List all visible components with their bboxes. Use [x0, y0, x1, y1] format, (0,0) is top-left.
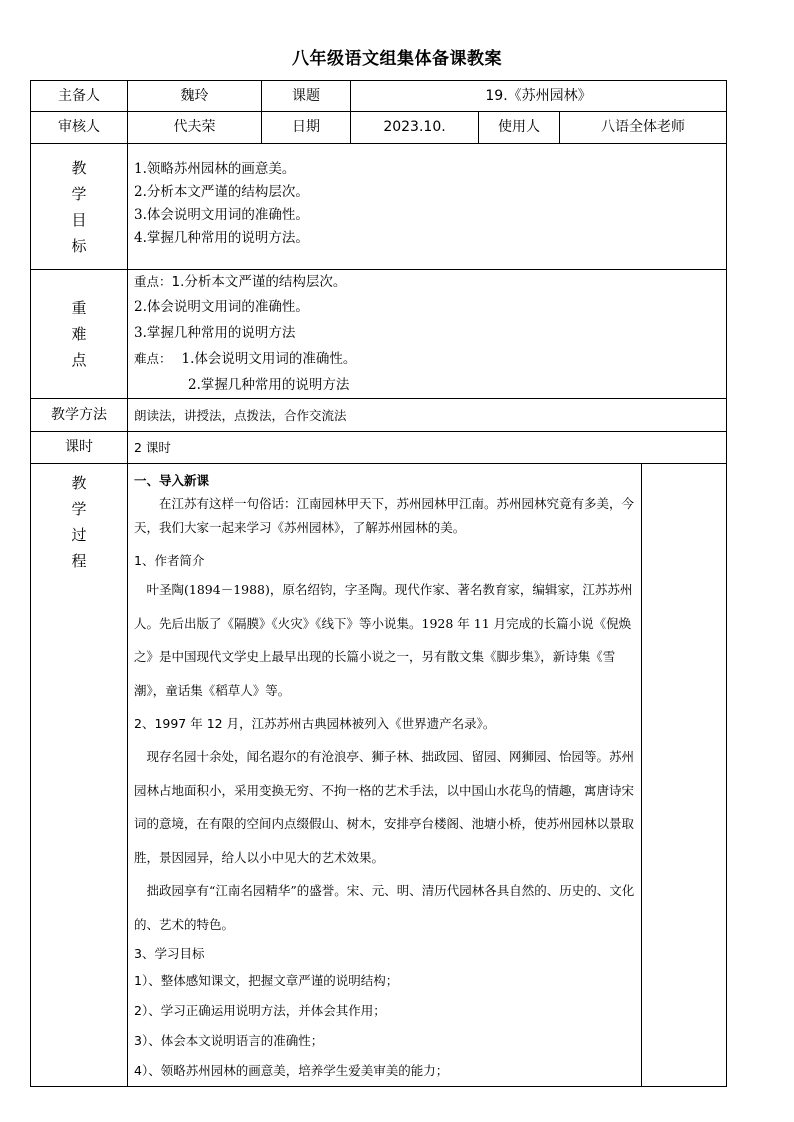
difficulty-item: 2.掌握几种常用的说明方法: [188, 377, 350, 393]
reviewer-label: 审核人: [31, 112, 128, 144]
method-label: 教学方法: [31, 399, 128, 432]
topic-label: 课题: [262, 81, 351, 112]
goal-item: 2.分析本文严谨的结构层次。: [134, 184, 309, 200]
date-label: 日期: [262, 112, 351, 144]
goals-label: 教 学 目 标: [31, 144, 128, 270]
objective-item: 1）、整体感知课文，把握文章严谨的说明结构；: [134, 973, 399, 988]
process-row: [31, 464, 727, 1087]
goals-row: [31, 144, 727, 270]
author-paragraph: 叶圣陶(1894－1988)，原名绍钧，字圣陶。现代作家、著名教育家，编辑家，江苏苏州人。先后出版了《隔膜》《火灾》《线下》等小说集。1928 年 11 月完成的长篇小说《倪焕之》是中国现代文学史上最早出现的长篇小说之一，另有散文集《脚步集》，新诗集《雪潮》，童话集《稻草人》等。: [134, 582, 633, 698]
topic-value: 19.《苏州园林》: [351, 81, 727, 112]
heritage-line: 2、1997 年 12 月，江苏苏州古典园林被列入《世界遗产名录》。: [134, 716, 496, 731]
keypoints-content: [128, 270, 727, 399]
gardens-paragraph: 现存名园十余处，闻名遐尔的有沧浪亭、狮子林、拙政园、留园、网狮园、怡园等。苏州园林占地面积小，采用变换无穷、不拘一格的艺术手法，以中国山水花鸟的情趣，寓唐诗宋词的意境，在有限的空间内点缀假山、树木，安排亭台楼阁、池塘小桥，使苏州园林以景取胜，景因园异，给人以小中见大的艺术效果。: [134, 749, 635, 865]
author-heading: 1、作者简介: [134, 553, 205, 568]
objective-item: 4）、领略苏州园林的画意美，培养学生爱美审美的能力；: [134, 1063, 449, 1078]
method-value: 朗读法，讲授法，点拨法，合作交流法: [128, 399, 727, 432]
method-row: [31, 399, 727, 432]
keypoints-label: 重 难 点: [31, 270, 128, 399]
lesson-plan-table: [30, 80, 727, 1087]
keypoints-row: [31, 270, 727, 399]
difficulty-prefix: 难点：: [134, 351, 172, 366]
objectives-heading: 3、学习目标: [134, 946, 205, 961]
header-row-1: [31, 81, 727, 112]
zhuozheng-paragraph: 拙政园享有“江南名园精华”的盛誉。宋、元、明、清历代园林各具自然的、历史的、文化的、艺术的特色。: [134, 883, 635, 932]
goals-content: [128, 144, 727, 270]
hours-label: 课时: [31, 432, 128, 464]
reviewer-value: 代夫荣: [128, 112, 262, 144]
lead-label: 主备人: [31, 81, 128, 112]
process-content: [128, 464, 642, 1087]
focus-item: 2.体会说明文用词的准确性。: [134, 299, 309, 315]
date-value: 2023.10.: [351, 112, 479, 144]
user-label: 使用人: [479, 112, 560, 144]
objective-item: 2）、学习正确运用说明方法，并体会其作用；: [134, 1003, 386, 1018]
goal-item: 3.体会说明文用词的准确性。: [134, 207, 309, 223]
hours-row: [31, 432, 727, 464]
focus-prefix: 重点：: [134, 274, 172, 289]
process-label: 教 学 过 程: [31, 464, 128, 1087]
header-row-2: [31, 112, 727, 144]
focus-line: 重点：1.分析本文严谨的结构层次。: [134, 274, 347, 290]
lead-value: 魏玲: [128, 81, 262, 112]
goal-item: 1.领略苏州园林的画意美。: [134, 161, 296, 177]
goal-item: 4.掌握几种常用的说明方法。: [134, 230, 309, 246]
section-heading: 一、导入新课: [134, 473, 210, 488]
intro-paragraph: 在江苏有这样一句俗话：江南园林甲天下，苏州园林甲江南。苏州园林究竟有多美，今天，我们大家一起来学习《苏州园林》，了解苏州园林的美。: [134, 496, 635, 535]
focus-item: 3.掌握几种常用的说明方法: [134, 325, 296, 341]
objective-item: 3）、体会本文说明语言的准确性；: [134, 1033, 324, 1048]
difficulty-line: 难点： 1.体会说明文用词的准确性。: [134, 351, 357, 367]
user-value: 八语全体老师: [560, 112, 727, 144]
hours-value: 2 课时: [128, 432, 727, 464]
document-title: 八年级语文组集体备课教案: [292, 49, 502, 69]
process-notes-column: [642, 464, 727, 1087]
